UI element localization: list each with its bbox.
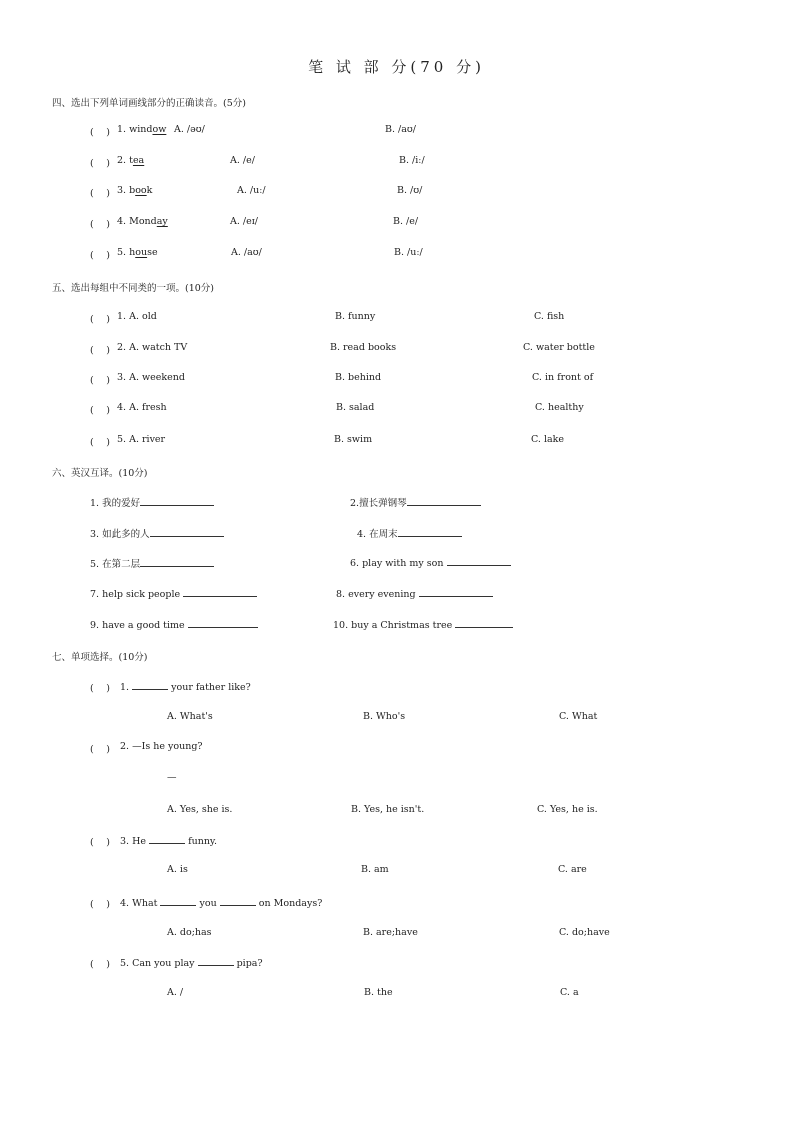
option-c: C. a xyxy=(560,987,579,998)
option-c: C. do;have xyxy=(559,927,610,938)
translation-item-8: 8. every evening xyxy=(336,587,493,600)
translation-item-2: 2.擅长弹钢琴 xyxy=(350,495,481,509)
question-word: 5. house xyxy=(117,247,158,258)
sec7-options-3 xyxy=(0,864,793,880)
sec5-question-2 xyxy=(0,342,793,358)
answer-bracket[interactable]: ( ) xyxy=(90,837,110,848)
option-b: B. /uː/ xyxy=(394,247,423,258)
sec7-question-1 xyxy=(0,680,793,696)
option-a: 4. A. fresh xyxy=(117,402,167,413)
sec7-options-5 xyxy=(0,987,793,1003)
sec6-row-4 xyxy=(0,587,793,603)
answer-blank[interactable] xyxy=(447,556,511,566)
option-a: 5. A. river xyxy=(117,434,166,445)
sec4-question-1 xyxy=(0,124,793,140)
option-a: A. is xyxy=(167,864,188,875)
translation-item-9: 9. have a good time xyxy=(90,618,258,631)
sec4-question-5 xyxy=(0,247,793,263)
option-a: A. /uː/ xyxy=(237,185,266,196)
sec7-reply-2 xyxy=(0,772,793,788)
question-stem: 3. He funny. xyxy=(120,836,218,847)
answer-bracket[interactable]: ( ) xyxy=(90,188,110,199)
option-a: A. What's xyxy=(167,711,213,722)
answer-blank[interactable] xyxy=(132,680,168,690)
question-stem: 4. What you on Mondays? xyxy=(120,898,323,909)
option-c: C. fish xyxy=(534,311,565,322)
option-c: C. What xyxy=(559,711,598,722)
answer-bracket[interactable]: ( ) xyxy=(90,405,110,416)
answer-bracket[interactable]: ( ) xyxy=(90,437,110,448)
translation-item-7: 7. help sick people xyxy=(90,587,257,600)
answer-bracket[interactable]: ( ) xyxy=(90,219,110,230)
option-c: C. are xyxy=(558,864,587,875)
answer-blank[interactable] xyxy=(140,557,214,567)
sec7-question-2 xyxy=(0,741,793,757)
option-a: 2. A. watch TV xyxy=(117,342,188,353)
option-b: B. /aʊ/ xyxy=(385,124,416,135)
option-b: B. Yes, he isn't. xyxy=(351,804,425,815)
question-word: 2. tea xyxy=(117,155,145,166)
option-a: 1. A. old xyxy=(117,311,157,322)
option-b: B. /ʊ/ xyxy=(397,185,423,196)
answer-blank[interactable] xyxy=(160,896,196,906)
answer-bracket[interactable]: ( ) xyxy=(90,744,110,755)
question-stem: 2. —Is he young? xyxy=(120,741,203,752)
option-c: C. in front of xyxy=(532,372,594,383)
answer-bracket[interactable]: ( ) xyxy=(90,683,110,694)
answer-blank[interactable] xyxy=(419,587,493,597)
option-b: B. funny xyxy=(335,311,376,322)
page-title: 笔 试 部 分(70 分) xyxy=(308,58,485,76)
option-a: A. Yes, she is. xyxy=(167,804,233,815)
question-word: 1. window xyxy=(117,124,167,135)
question-stem: 1. your father like? xyxy=(120,682,251,693)
option-c: C. lake xyxy=(531,434,565,445)
translation-item-10: 10. buy a Christmas tree xyxy=(333,618,513,631)
answer-blank[interactable] xyxy=(455,618,513,628)
sec7-options-1 xyxy=(0,711,793,727)
answer-blank[interactable] xyxy=(188,618,258,628)
sec7-options-2 xyxy=(0,804,793,820)
answer-blank[interactable] xyxy=(140,496,214,506)
answer-bracket[interactable]: ( ) xyxy=(90,314,110,325)
option-b: B. swim xyxy=(334,434,373,445)
option-b: B. the xyxy=(364,987,393,998)
sec7-question-4 xyxy=(0,896,793,912)
translation-item-5: 5. 在第二层 xyxy=(90,556,214,570)
reply-dash: — xyxy=(167,772,177,783)
answer-blank[interactable] xyxy=(398,527,462,537)
option-b: B. Who's xyxy=(363,711,406,722)
answer-blank[interactable] xyxy=(183,587,257,597)
question-stem: 5. Can you play pipa? xyxy=(120,958,263,969)
sec7-question-3 xyxy=(0,834,793,850)
option-b: B. /e/ xyxy=(393,216,419,227)
answer-bracket[interactable]: ( ) xyxy=(90,959,110,970)
option-c: C. healthy xyxy=(535,402,584,413)
answer-blank[interactable] xyxy=(149,834,185,844)
option-a: A. /eɪ/ xyxy=(230,216,258,227)
answer-bracket[interactable]: ( ) xyxy=(90,345,110,356)
option-a: A. /aʊ/ xyxy=(231,247,262,258)
section-7-heading: 七、单项选择。(10分) xyxy=(52,652,148,663)
option-c: C. Yes, he is. xyxy=(537,804,598,815)
answer-bracket[interactable]: ( ) xyxy=(90,158,110,169)
option-b: B. read books xyxy=(330,342,397,353)
translation-item-1: 1. 我的爱好 xyxy=(90,495,214,509)
sec4-question-2 xyxy=(0,155,793,171)
section-5-heading: 五、选出每组中不同类的一项。(10分) xyxy=(52,283,215,294)
option-b: B. salad xyxy=(336,402,375,413)
section-6-heading: 六、英汉互译。(10分) xyxy=(52,468,148,479)
option-a: A. /əʊ/ xyxy=(174,124,205,135)
sec5-question-1 xyxy=(0,311,793,327)
question-word: 3. book xyxy=(117,185,153,196)
translation-item-6: 6. play with my son xyxy=(350,556,511,569)
option-b: B. behind xyxy=(335,372,382,383)
option-b: B. /iː/ xyxy=(399,155,425,166)
sec6-row-5 xyxy=(0,618,793,634)
sec5-question-3 xyxy=(0,372,793,388)
answer-bracket[interactable]: ( ) xyxy=(90,127,110,138)
sec4-question-4 xyxy=(0,216,793,232)
answer-blank[interactable] xyxy=(198,956,234,966)
option-b: B. am xyxy=(361,864,389,875)
sec6-row-1 xyxy=(0,495,793,511)
option-a: A. /e/ xyxy=(230,155,255,166)
translation-item-3: 3. 如此多的人 xyxy=(90,526,224,540)
option-a: A. do;has xyxy=(167,927,212,938)
sec4-question-3 xyxy=(0,185,793,201)
answer-blank[interactable] xyxy=(407,496,481,506)
answer-bracket[interactable]: ( ) xyxy=(90,899,110,910)
answer-bracket[interactable]: ( ) xyxy=(90,375,110,386)
sec5-question-5 xyxy=(0,434,793,450)
sec5-question-4 xyxy=(0,402,793,418)
option-b: B. are;have xyxy=(363,927,418,938)
answer-blank[interactable] xyxy=(220,896,256,906)
sec7-options-4 xyxy=(0,927,793,943)
option-a: 3. A. weekend xyxy=(117,372,185,383)
answer-blank[interactable] xyxy=(150,527,224,537)
option-a: A. / xyxy=(167,987,184,998)
answer-bracket[interactable]: ( ) xyxy=(90,250,110,261)
sec6-row-2 xyxy=(0,526,793,542)
question-word: 4. Monday xyxy=(117,216,168,227)
sec6-row-3 xyxy=(0,556,793,572)
option-c: C. water bottle xyxy=(523,342,595,353)
translation-item-4: 4. 在周末 xyxy=(357,526,462,540)
section-4-heading: 四、选出下列单词画线部分的正确读音。(5分) xyxy=(52,98,246,109)
sec7-question-5 xyxy=(0,956,793,972)
